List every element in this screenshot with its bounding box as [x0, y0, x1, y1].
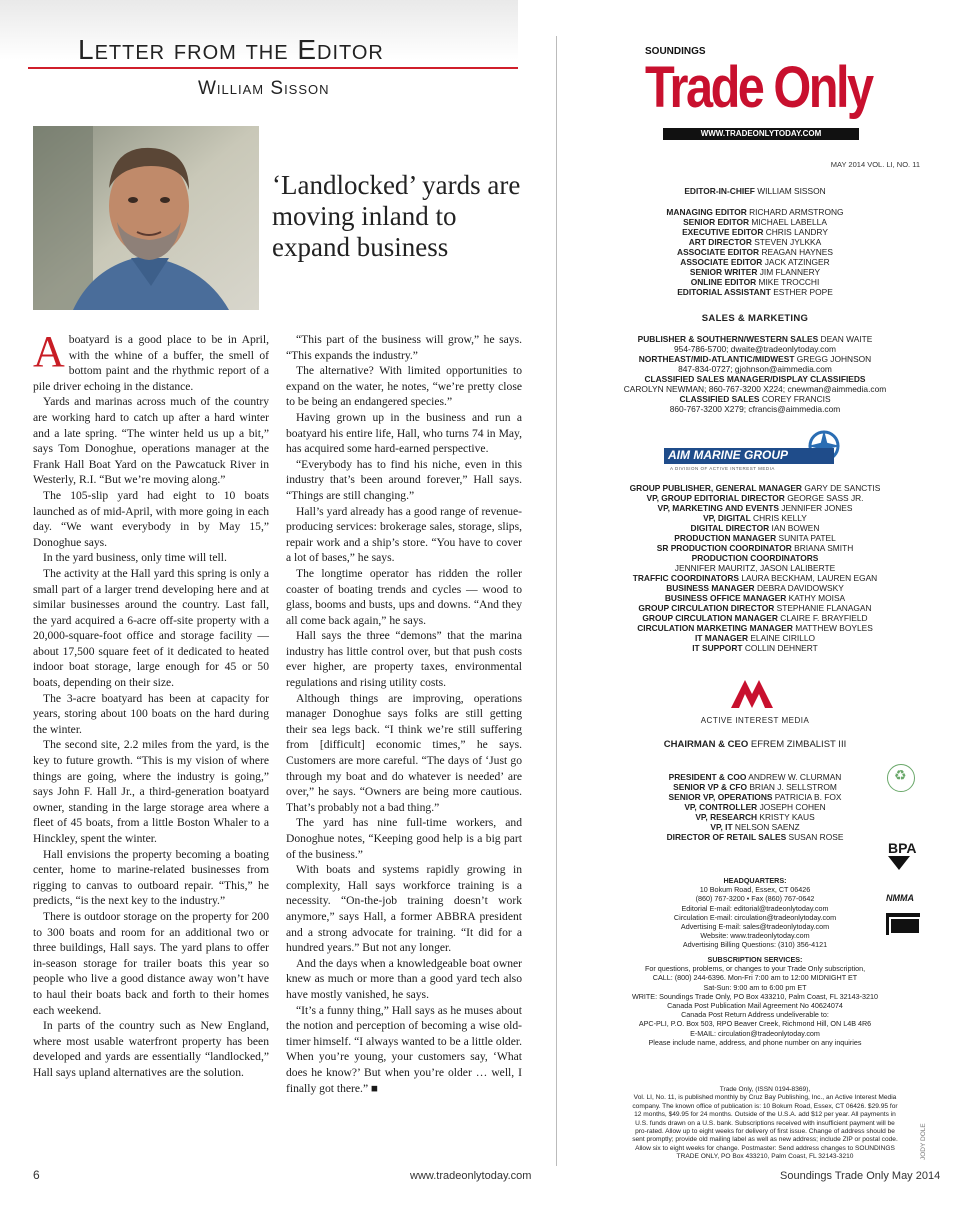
masthead-row: VP, MARKETING AND EVENTS JENNIFER JONES [657, 503, 853, 513]
drop-cap: A [33, 327, 65, 376]
column-title: Letter from the Editor [78, 34, 384, 65]
masthead-row: DIGITAL DIRECTOR IAN BOWEN [690, 523, 820, 533]
masthead-row: BUSINESS MANAGER DEBRA DAVIDOWSKY [666, 583, 844, 593]
masthead-row: PRODUCTION COORDINATORS [691, 553, 819, 563]
masthead-row: BUSINESS OFFICE MANAGER KATHY MOISA [664, 593, 846, 603]
paragraph: Although things are improving, operations manager Donoghue says folks are still getting their sea legs back. “I think we’re still suffering from [difficult] economic times,” he says. Customers are more careful. “The days of ‘Just go through my boat and do whatever is needed’ are over,” he says. “Owners are being more cautious. That’s probably not a bad thing.” [286, 691, 522, 814]
masthead-row: ASSOCIATE EDITOR REAGAN HAYNES [677, 247, 833, 257]
text-line: Editorial E-mail: editorial@tradeonlytoday.com [681, 903, 829, 913]
text-line: Trade Only, (ISSN 0194-8369), [719, 1086, 811, 1093]
masthead-row: TRAFFIC COORDINATORS LAURA BECKHAM, LAUREN EGAN [632, 573, 878, 583]
article-headline: ‘Landlocked’ yards are moving inland to expand business [272, 170, 521, 263]
paragraph: “This part of the business will grow,” he says. “This expands the industry.” [286, 333, 522, 362]
masthead-row: VP, GROUP EDITORIAL DIRECTOR GEORGE SASS JR. [646, 493, 864, 503]
masthead-row: JENNIFER MAURITZ, JASON LALIBERTE [674, 563, 836, 573]
paragraph: Hall’s yard already has a good range of revenue-producing services: brokerage sales, storage, slips, repair work and a ship’s store. “You have to cover a lot of bases,” he says. [286, 504, 522, 565]
masthead-row: PUBLISHER & SOUTHERN/WESTERN SALES DEAN WAITE [637, 334, 873, 344]
paragraph: Yards and marinas across much of the country are working hard to catch up after a hard winter and a late spring. “The winter held us up a bit,” says Tom Donoghue, operations manager at the Frank Hall Boat Yard on the Pawcatuck River in Westerly, R.I. “But we’re moving along.” [33, 395, 269, 487]
masthead-row: CLASSIFIED SALES COREY FRANCIS [679, 394, 831, 404]
text-line: 10 Bokum Road, Essex, CT 06426 [699, 885, 811, 895]
paragraph: And the days when a knowledgeable boat owner knew as much or more than a good yard tech also have mostly vanished, he says. [286, 956, 522, 1001]
masthead-row: EDITORIAL ASSISTANT ESTHER POPE [677, 287, 833, 297]
masthead-row: PRODUCTION MANAGER SUNITA PATEL [674, 533, 836, 543]
corporate-officers [590, 772, 920, 842]
masthead-row: CIRCULATION MARKETING MANAGER MATTHEW BOYLES [637, 623, 873, 633]
paragraph: “It’s a funny thing,” Hall says as he muses about the notion and perception of becoming a wise old-timer himself. “I always wanted to be a little older. When you’re young, your customers say, ‘What does he know?’ But when you’re older … well, I finally got there.” ■ [286, 1003, 522, 1095]
paragraph: The alternative? With limited opportunities to expand on the water, he notes, “we’re pretty close to be being an endangered species.” [286, 364, 522, 409]
footer-publication: Soundings Trade Only May 2014 [780, 1170, 941, 1182]
masthead-row: GROUP CIRCULATION MANAGER CLAIRE F. BRAYFIELD [642, 613, 868, 623]
legal-notice [610, 1086, 920, 1162]
paragraph: Aboatyard is a good place to be in April, with the whine of a buffer, the smell of bottom paint and the rhythmic report of a pile driver echoing in the distance. [33, 327, 269, 393]
editor-in-chief: EDITOR-IN-CHIEF WILLIAM SISSON [684, 186, 826, 196]
masthead-row: VP, CONTROLLER JOSEPH COHEN [684, 802, 826, 812]
text-line: Sat-Sun: 9:00 am to 6:00 pm ET [703, 982, 807, 992]
masthead-row: SR PRODUCTION COORDINATOR BRIANA SMITH [656, 543, 854, 553]
masthead-row: SENIOR VP, OPERATIONS PATRICIA B. FOX [668, 792, 842, 802]
text-line: TRADE ONLY, PO Box 433210, Palm Coast, FL 32143-3210 [676, 1153, 854, 1161]
text-line: Canada Post Return Address undeliverable to: [681, 1010, 829, 1020]
masthead-row: GROUP PUBLISHER, GENERAL MANAGER GARY DE SANCTIS [629, 483, 881, 493]
paragraph: The longtime operator has ridden the roller coaster of boating trends and cycles — wood to glass, booms and busts, ups and downs. “And they all come back again,” he says. [286, 566, 522, 627]
text-line: WRITE: Soundings Trade Only, PO Box 433210, Palm Coast, FL 32143-3210 [631, 991, 879, 1001]
nmma-logo: NMMA [886, 893, 914, 903]
masthead-row: ONLINE EDITOR MIKE TROCCHI [690, 277, 820, 287]
article-column-2 [286, 332, 522, 1096]
text-line: CALL: (800) 244-6396. Mon-Fri 7:00 am to 12:00 MIDNIGHT ET [652, 973, 858, 983]
masthead-row: MANAGING EDITOR RICHARD ARMSTRONG [666, 207, 844, 217]
masthead-row: IT MANAGER ELAINE CIRILLO [694, 633, 816, 643]
paragraph: With boats and systems rapidly growing in complexity, Hall says workforce training is a necessity. “On-the-job training doesn’t work anymore,” says Hall, a former ABBRA president and a strong advocate for training. “It did for a hundred years.” But not any longer. [286, 863, 522, 955]
paragraph: The activity at the Hall yard this spring is only a small part of a larger trend developing here and at similar businesses around the country. Last fall, the yard acquired a 6-acre off-site property with a 20,000-square-foot office and storage facility — about 17,500 square feet of it dedicated to heated indoor boat storage, large enough for 45 or 50 boats, depending on their size. [33, 566, 269, 690]
masthead-row: 860-767-3200 X279; cfrancis@aimmedia.com [669, 404, 841, 414]
text-line: Circulation E-mail: circulation@tradeonlytoday.com [673, 912, 837, 922]
text-line: sent promptly; provide old mailing label as well as new address; include ZIP or postal code. [632, 1136, 898, 1144]
footer-website[interactable]: www.tradeonlytoday.com [410, 1170, 532, 1182]
text-line: Please include name, address, and phone number on any inquiries [648, 1037, 862, 1047]
paragraph: Hall says the three “demons” that the marina industry has little control over, but that push costs ever higher, are property taxes, environmental regulations and rising utility costs. [286, 629, 522, 690]
subscription-services: SUBSCRIPTION SERVICES: For questions, problems, or changes to your Trade Only subscription, CALL: (800) 244-6396. Mon-Fri 7:00 am to 12:00 MIDNIGHT ET Sat-Sun: 9:00 am to 6:00 pm ET WRITE: Soundings Trade Only, PO Box 433210, Palm Coast, FL 32143-3210 Canada Post Publication Mail Agreement No 40624074 Canada Post Return Address undeliverable to: APC-PLI, P.O. Box 503, RPO Beaver Creek, Richmond Hill, ON L4B 4R6 E-MAIL: circulation@tradeonlytoday.com Please include name, address, and phone number on any inquiries [590, 955, 920, 1047]
paragraph: There is outdoor storage on the property for 200 to 300 boats and room for an additional two or three buildings, Hall says. The yard plans to offer in-season storage for trailer boats this year so people who live a good distance away won’t have to haul their boats back and forth to their homes each weekend. [33, 909, 269, 1017]
sales-staff [590, 334, 920, 414]
logo-main: Trade Only [645, 55, 872, 120]
author-photo [33, 126, 259, 310]
aim-corp-name: ACTIVE INTEREST MEDIA [700, 716, 810, 725]
masthead-row: VP, RESEARCH KRISTY KAUS [695, 812, 815, 822]
masthead-row: SENIOR WRITER JIM FLANNERY [689, 267, 821, 277]
masthead-row: PRESIDENT & COO ANDREW W. CLURMAN [668, 772, 842, 782]
text-line: 12 months, $49.95 for 24 months. Outside of the U.S.A. add $12 per year. All payments in [634, 1111, 896, 1119]
masthead-row: SENIOR EDITOR MICHAEL LABELLA [683, 217, 827, 227]
aim-logo-text: AIM MARINE GROUP [668, 448, 788, 462]
paragraph: The yard has nine full-time workers, and Donoghue notes, “Keeping good help is a big part of the business.” [286, 816, 522, 861]
bpa-mark [888, 856, 910, 870]
issue-line: MAY 2014 VOL. LI, NO. 11 [830, 160, 920, 169]
paragraph: Hall envisions the property becoming a boating center, home to marine-related businesses from rigging to canvas to outboard repair. “This,” he predicts, “is the next key to the industry.” [33, 847, 269, 908]
paragraph: The 3-acre boatyard has been at capacity for years, storing about 100 boats on the hard during the winter. [33, 691, 269, 736]
photo-credit: JODY DOLE [920, 1123, 927, 1160]
paragraph: “Everybody has to find his niche, even in this industry that’s been around forever,” Hall says. “Things are still changing.” [286, 457, 522, 502]
masthead-row: VP, DIGITAL CHRIS KELLY [703, 513, 807, 523]
column-divider [556, 36, 557, 1166]
aim-marine-group-logo [660, 430, 860, 474]
text-line: (860) 767-3200 • Fax (860) 767-0642 [695, 894, 815, 904]
masthead-row: IT SUPPORT COLLIN DEHNERT [692, 643, 818, 653]
paragraph: The second site, 2.2 miles from the yard, is the key to future growth. “This is my vision of where things are going, where the industry is going,” says John F. Hall Jr., a third-generation boatyard owner, standing in the large storage area where a fleet of 45 boats, from a little Boston Whaler to a Hinckley, spent the winter. [33, 738, 269, 845]
text-line: E-MAIL: circulation@tradeonlytoday.com [690, 1028, 820, 1038]
masthead-row: VP, IT NELSON SAENZ [710, 822, 800, 832]
headquarters: HEADQUARTERS: 10 Bokum Road, Essex, CT 06426 (860) 767-3200 • Fax (860) 767-0642 Editorial E-mail: editorial@tradeonlytoday.com Circulation E-mail: circulation@tradeonlytoday.com Advertising E-mail: sales@tradeonlytoday.com Website: www.tradeonlytoday.com Advertising Billing Questions: (310) 356-4121 [590, 876, 920, 950]
masthead-row: ART DIRECTOR STEVEN JYLKKA [688, 237, 822, 247]
article-column-1 [33, 327, 269, 1081]
logo-url: WWW.TRADEONLYTODAY.COM [663, 128, 859, 140]
active-interest-media-logo [727, 674, 777, 710]
paragraph: Having grown up in the business and run a boatyard his entire life, Hall, who turns 74 in May, has acquired some hard-earned perspective. [286, 410, 522, 456]
masthead-row: SENIOR VP & CFO BRIAN J. SELLSTROM [673, 782, 837, 792]
text-line: For questions, problems, or changes to your Trade Only subscription, [644, 964, 866, 974]
logo-soundings: SOUNDINGS [645, 46, 706, 57]
text-line: Canada Post Publication Mail Agreement No 40624074 [667, 1001, 843, 1011]
masthead-row: CLASSIFIED SALES MANAGER/DISPLAY CLASSIFIEDS [644, 374, 866, 384]
text-line: APC-PLI, P.O. Box 503, RPO Beaver Creek, Richmond Hill, ON L4B 4R6 [638, 1019, 872, 1029]
author-byline: William Sisson [198, 78, 330, 99]
text-line: Allow six to eight weeks for change. Postmaster: Send address changes to SOUNDINGS [635, 1144, 895, 1152]
text-line: Advertising E-mail: sales@tradeonlytoday.com [680, 922, 830, 932]
recycle-icon: ♻ [887, 764, 915, 792]
title-rule [28, 67, 518, 69]
masthead-row: ASSOCIATE EDITOR JACK ATZINGER [680, 257, 830, 267]
paragraph: In parts of the country such as New England, where most usable waterfront property has been developed and yards are essentially “landlocked,” Hall says upland alternatives are the solution. [33, 1019, 269, 1079]
masthead-row: EXECUTIVE EDITOR CHRIS LANDRY [682, 227, 828, 237]
chairman: CHAIRMAN & CEO EFREM ZIMBALIST III [663, 739, 847, 750]
text-line: company. The known office of publication is: 10 Bokum Road, Essex, CT 06426. $29.95 for [632, 1102, 898, 1110]
masthead-row: CAROLYN NEWMAN; 860-767-3200 X224; cnewman@aimmedia.com [623, 384, 887, 394]
sales-heading: SALES & MARKETING [701, 313, 809, 324]
masthead-row: NORTHEAST/MID-ATLANTIC/MIDWEST GREGG JOHNSON [638, 354, 872, 364]
masthead-row: DIRECTOR OF RETAIL SALES SUSAN ROSE [666, 832, 844, 842]
text-line: pro-rated. Allow up to eight weeks for delivery of first issue. Change of address should be [635, 1128, 895, 1136]
trade-only-logo [645, 46, 873, 144]
paragraph: The 105-slip yard had eight to 10 boats launched as of mid-April, with more going in each day. “We want everybody in by May 15,” Donoghue says. [33, 488, 269, 549]
text-line: Vol. LI, No. 11, is published monthly by Cruz Bay Publishing, Inc., an Active Interest Media [633, 1094, 897, 1102]
text-line: Website: www.tradeonlytoday.com [700, 931, 810, 941]
paragraph: In the yard business, only time will tell. [43, 551, 227, 565]
aim-logo-tagline: A DIVISION OF ACTIVE INTEREST MEDIA [670, 466, 775, 471]
bpa-logo: BPA [888, 840, 917, 856]
text-line: Advertising Billing Questions: (310) 356-4121 [682, 940, 828, 950]
page-number: 6 [33, 1168, 40, 1182]
masthead-row: GROUP CIRCULATION DIRECTOR STEPHANIE FLANAGAN [638, 603, 872, 613]
text-line: U.S. funds drawn on a U.S. bank. Subscriptions received with insufficient payment will be [635, 1119, 895, 1127]
masthead-row: 954-786-5700; dwaite@tradeonlytoday.com [674, 344, 836, 354]
aim-staff [590, 483, 920, 653]
editorial-staff [590, 207, 920, 297]
masthead-row: 847-834-0727; gjohnson@aimmedia.com [678, 364, 832, 374]
